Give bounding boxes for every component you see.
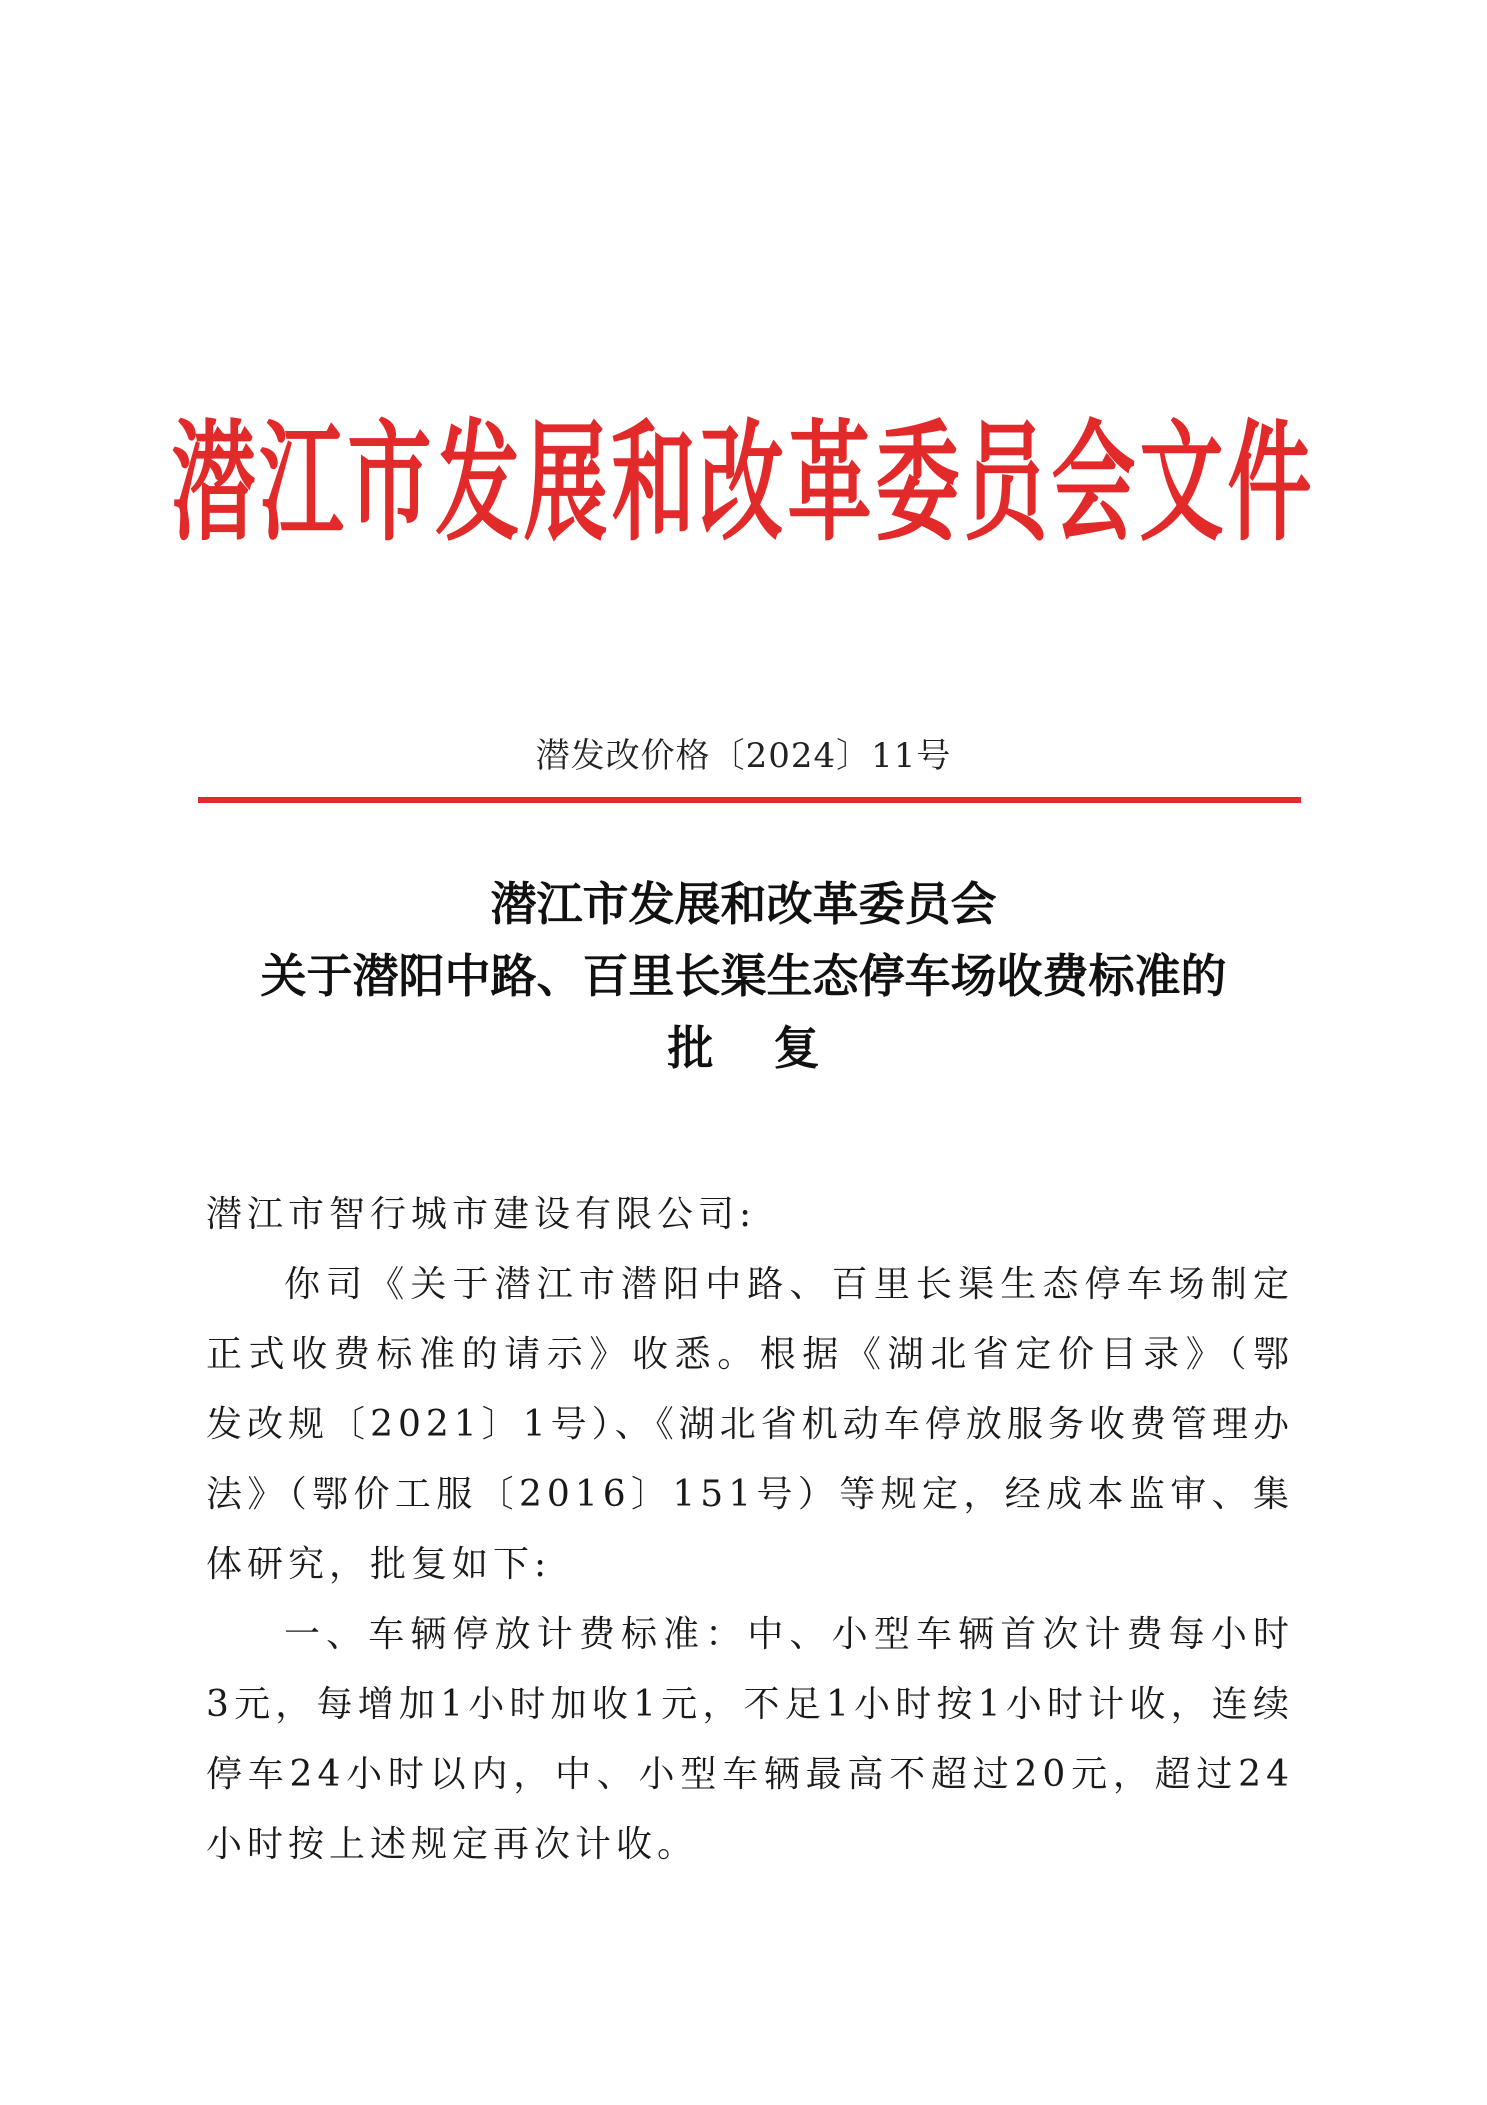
title-line-1: 潜江市发展和改革委员会 [490,877,997,931]
title-line-2: 关于潜阳中路、百里长渠生态停车场收费标准的 [260,949,1227,1003]
issuer-banner: 潜江市发展和改革委员会文件 [171,407,1316,560]
addressee: 潜江市智行城市建设有限公司: [206,1194,757,1235]
red-divider [198,797,1301,803]
document-body [206,1180,1294,1880]
paragraph-request: 你司《关于潜江市潜阳中路、百里长渠生态停车场制定正式收费标准的请示》收悉。根据《湖北省定价目录》（鄂发改规〔2021〕1号）、《湖北省机动车停放服务收费管理办法》（鄂价工服〔2016〕151号）等规定，经成本监审、集体研究，批复如下: [206,1264,1294,1585]
document-title [0,868,1487,1084]
paragraph-fee-standard: 一、车辆停放计费标准：中、小型车辆首次计费每小时3元，每增加1小时加收1元，不足1小时按1小时计收，连续停车24小时以内，中、小型车辆最高不超过20元，超过24小时按上述规定再次计收。 [206,1614,1294,1865]
title-line-3: 批复 [667,1021,880,1075]
document-number: 潜发改价格〔2024〕11号 [535,736,952,776]
